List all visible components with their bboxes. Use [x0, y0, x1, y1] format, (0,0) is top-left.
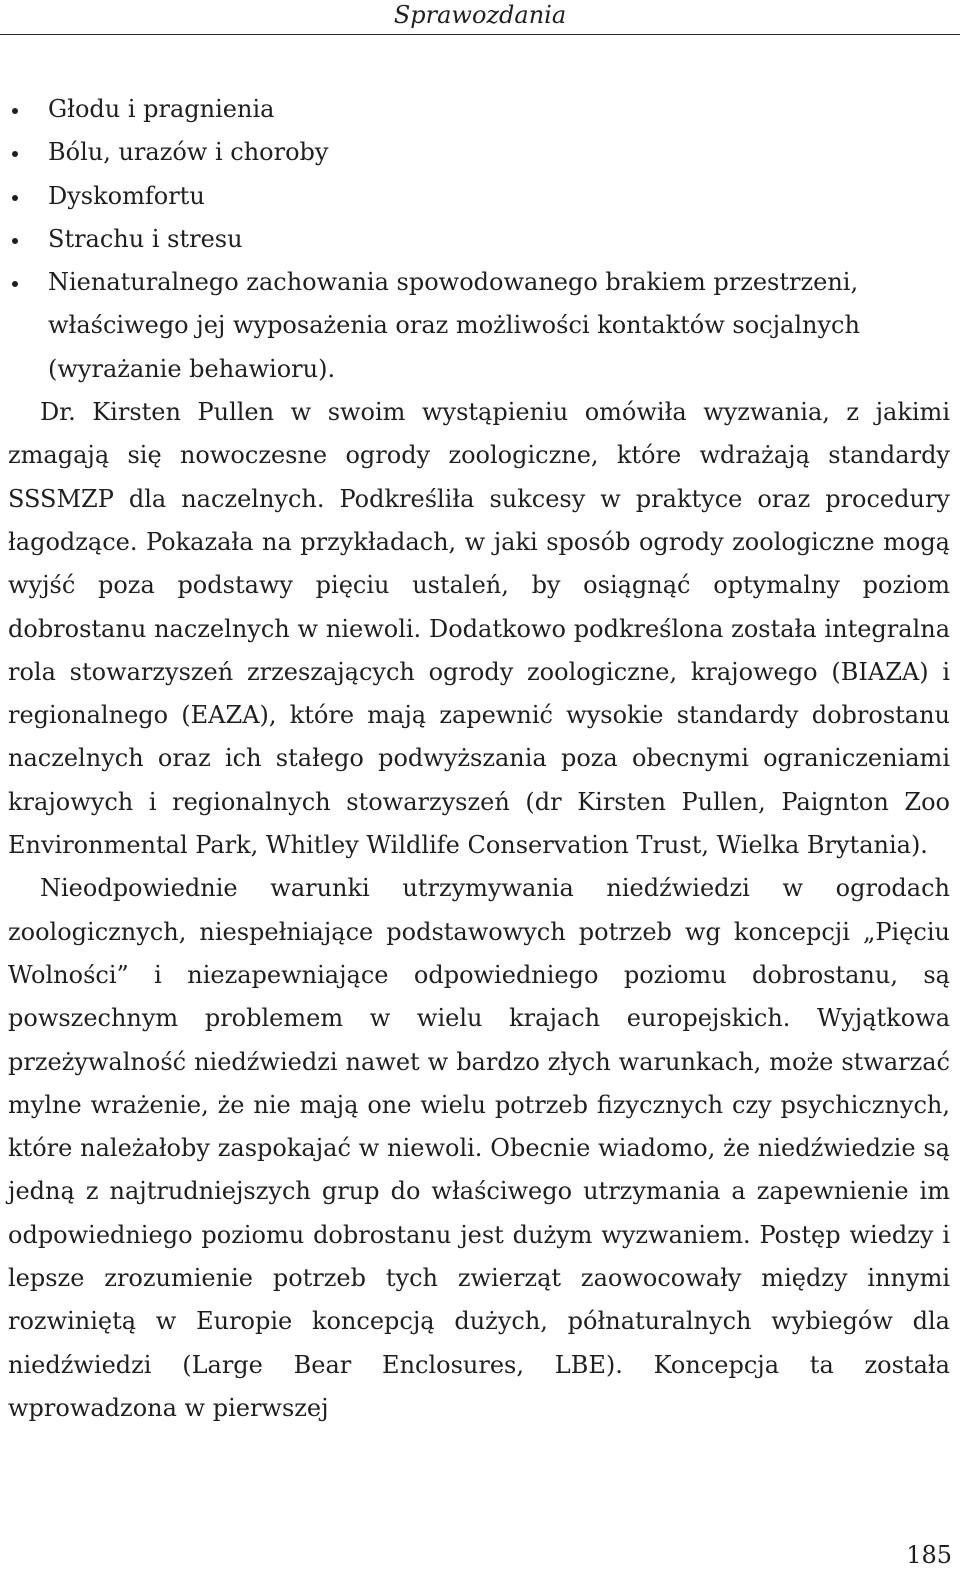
list-item: Głodu i pragnienia: [8, 88, 950, 131]
paragraph-pullen: Dr. Kirsten Pullen w swoim wystąpieniu omówiła wyzwania, z jakimi zmagają się nowoczesne ogrody zoologiczne, które wdrażają standardy SSSMZP dla naczelnych. Podkreśliła sukcesy w praktyce oraz procedury łagodzące. Pokazała na przykładach, w jaki sposób ogrody zoologiczne mogą wyjść poza podstawy pięciu ustaleń, by osiągnąć optymalny poziom dobrostanu naczelnych w niewoli. Dodatkowo podkreślona została integralna rola stowarzyszeń zrzeszających ogrody zoologiczne, krajowego (BIAZA) i regionalnego (EAZA), które mają zapewnić wysokie standardy dobrostanu naczelnych oraz ich stałego podwyższania poza obecnymi ograniczeniami krajowych i regionalnych stowarzyszeń (dr Kirsten Pullen, Paignton Zoo Environmental Park, Whitley Wildlife Conservation Trust, Wielka Brytania).: [8, 398, 950, 860]
paragraph-bears: Nieodpowiednie warunki utrzymywania niedźwiedzi w ogrodach zoologicznych, niespełniające podstawowych potrzeb wg koncepcji „Pięciu Wolności” i niezapewniające odpowiedniego poziomu dobrostanu, są powszechnym problemem w wielu krajach europejskich. Wyjątkowa przeżywalność niedźwiedzi nawet w bardzo złych warunkach, może stwarzać mylne wrażenie, że nie mają one wielu potrzeb fizycznych czy psychicznych, które należałoby zaspokajać w niewoli. Obecnie wiadomo, że niedźwiedzie są jedną z najtrudniejszych grup do właściwego utrzymania a zapewnienie im odpowiedniego poziomu dobrostanu jest dużym wyzwaniem. Postęp wiedzy i lepsze zrozumienie potrzeb tych zwierząt zaowocowały między innymi rozwiniętą w Europie koncepcją dużych, półnaturalnych wybiegów dla niedźwiedzi (Large Bear Enclosures, LBE). Koncepcja ta została wprowadzona w pierwszej: [8, 874, 950, 1422]
list-item: Strachu i stresu: [8, 218, 950, 261]
list-item: Nienaturalnego zachowania spowodowanego brakiem przestrzeni, właściwego jej wyposażenia oraz możliwości kontaktów socjalnych (wyrażanie behawioru).: [8, 261, 950, 391]
page-body: [8, 88, 950, 1430]
list-item: Dyskomfortu: [8, 175, 950, 218]
running-header: [0, 0, 960, 35]
page-number: 185: [906, 1541, 952, 1569]
header-title: Sprawozdania: [393, 1, 567, 29]
bullet-list: [8, 88, 950, 391]
list-item: Bólu, urazów i choroby: [8, 131, 950, 174]
